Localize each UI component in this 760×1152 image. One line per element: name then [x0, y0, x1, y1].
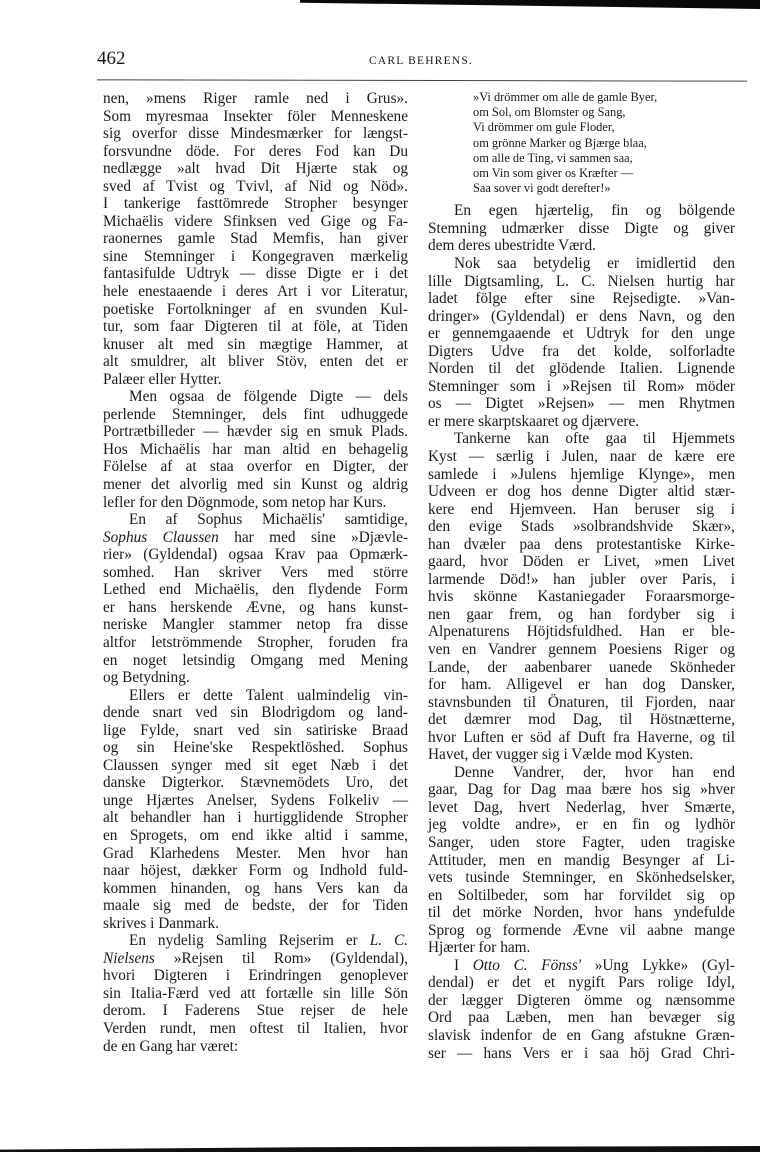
page-number: 462 [97, 48, 126, 69]
running-head: CARL BEHRENS. [369, 55, 473, 67]
text-line: I Otto C. Fönss' »Ung Lykke» (Gyl- [454, 956, 735, 974]
text-line: derom. I Faderens Stue rejser de hele [103, 1002, 408, 1020]
text-line: Palæer eller Hytter. [103, 370, 222, 388]
text-line: Norden til det glödende Italien. Lignende [428, 360, 735, 378]
text-line: der lægger Digteren ömme og nænsomme [428, 991, 735, 1009]
text-line: altfor letströmmende Stropher, foruden fra [103, 633, 408, 651]
text-line: Udveen er dog hos denne Digter altid stær- [428, 483, 735, 501]
text-line: kere end Hjemveen. Han beruser sig i [428, 500, 735, 518]
text-line: perlende Stemninger, dels fint udhuggede [103, 405, 408, 423]
text-line: er gennemgaaende et Udtryk for den unge [428, 325, 735, 343]
text-line: Stemninger som i »Rejsen til Rom» möder [428, 377, 735, 395]
text-line: dende snart ved sin Blodrigdom og land- [103, 704, 408, 722]
text-line: Tankerne kan ofte gaa til Hjemmets [454, 430, 735, 448]
text-line: nedlægge »alt hvad Dit Hjærte stak og [103, 160, 408, 178]
text-line: I tankerige fasttömrede Stropher besynger [103, 195, 408, 213]
text-line: en noget letsindig Omgang med Mening [103, 651, 408, 669]
verse-quote [428, 90, 735, 196]
text-line: gaard, hvor Döden er Livet, »men Livet [428, 553, 735, 571]
text-line: og Betydning. [103, 669, 190, 687]
text-line: rier» (Gyldendal) ogsaa Krav paa Opmærk- [103, 546, 408, 564]
header-rule [97, 79, 747, 81]
scan-border-top [300, 0, 760, 9]
text-line: dendal) er det et nygift Pars rolige Idyl, [428, 974, 735, 992]
text-line: hvori Digteren i Erindringen genoplever [103, 967, 408, 985]
text-line: og sin Heine'ske Respektlöshed. Sophus [103, 739, 408, 757]
text-line: Portrætbilleder — hævder sig en smuk Plads. [103, 423, 408, 441]
text-line: Hjærter for ham. [428, 939, 531, 957]
text-line: er hans herskende Ævne, og hans kunst- [103, 598, 408, 616]
text-line: En egen hjærtelig, fin og bölgende [454, 202, 735, 220]
text-line: til det mörke Norden, hvor hans yndefulde [428, 904, 735, 922]
text-line: Lande, der aabenbarer uanede Skönheder [428, 658, 735, 676]
text-line: kommen hinanden, og hans Vers kan da [103, 879, 408, 897]
text-line: Kyst — særlig i Julen, naar de kære ere [428, 447, 735, 465]
text-line: det dæmrer mod Dag, til Höstnætterne, [428, 711, 735, 729]
text-line: nen gaar frem, og han fordyber sig i [428, 605, 735, 623]
text-line: raonernes gamle Stad Memfis, han giver [103, 230, 408, 248]
text-line: nen, »mens Riger ramle ned i Grus». [103, 90, 408, 107]
text-line: mener det alvorlig med sin Kunst og aldrig [103, 476, 408, 494]
text-line: hele enestaaende i deres Art i vor Literatur, [103, 283, 408, 301]
text-line: larmende Död!» han jubler over Paris, i [428, 570, 735, 588]
text-line: for ham. Alligevel er han dog Dansker, [428, 676, 735, 694]
text-line: skrives i Danmark. [103, 914, 219, 932]
text-line: Denne Vandrer, der, hvor han end [454, 763, 735, 781]
text-line: Som myresmaa Insekter föler Menneskene [103, 107, 408, 125]
text-line: gaar, Dag for Dag maa bære hos sig »hver [428, 781, 735, 799]
right-column [428, 90, 735, 1062]
text-line: sine Stemninger i Kongegraven mærkelig [103, 247, 408, 265]
text-line: sin Italia-Færd ved att fortælle sin lille Sön [103, 984, 408, 1002]
text-line: samlede i »Julens hjemlige Klynge», men [428, 465, 735, 483]
text-line: lille Digtsamling, L. C. Nielsen hurtig har [428, 272, 735, 290]
verse-line: om Vin som giver os Kræfter — [473, 165, 634, 180]
text-line: Grad Klarhedens Mester. Men hvor han [103, 844, 408, 862]
text-line: Men ogsaa de fölgende Digte — dels [129, 388, 408, 406]
text-line: somhed. Han skriver Vers med större [103, 563, 408, 581]
text-line: En nydelig Samling Rejserim er L. C. [129, 932, 408, 950]
verse-line: om alle de Ting, vi sammen saa, [473, 150, 633, 165]
verse-line: om Sol, om Blomster og Sang, [473, 105, 626, 120]
text-line: Stemning udmærker disse Digte og giver [428, 219, 735, 237]
text-line: lefler for den Dögnmode, som netop har Kurs. [103, 493, 387, 511]
text-line: maale sig med de bedste, der for Tiden [103, 897, 408, 915]
text-line: lige Fylde, snart ved sin satiriske Braad [103, 721, 408, 739]
text-line: knuser alt med sin mægtige Hammer, at [103, 335, 408, 353]
text-line: den evige Stads »solbrandshvide Skær», [428, 518, 735, 536]
text-line: ser — hans Vers er i saa höj Grad Chri- [428, 1044, 735, 1062]
text-line: alt behandler han i hurtigglidende Stropher [103, 809, 408, 827]
text-line: unge Hjærtes Anelser, Sydens Folkeliv — [103, 791, 408, 809]
text-line: Attituder, men en mandig Besynger af Li- [428, 851, 735, 869]
text-line: forsvundne döde. For deres Fod kan Du [103, 142, 408, 160]
text-line: levet Dag, hvert Nederlag, hver Smærte, [428, 798, 735, 816]
text-line: ladet fölge efter sine Rejsedigte. »Van- [428, 290, 735, 308]
text-line: neriske Mangler stammer netop fra disse [103, 616, 408, 634]
left-column [103, 90, 408, 1055]
text-line: Michaëlis videre Sfinksen ved Gige og Fa- [103, 212, 408, 230]
text-line: Digters Udve fra det kolde, solforladte [428, 342, 735, 360]
text-line: Sophus Claussen har med sine »Djævle- [103, 528, 408, 546]
text-line: Claussen synger med sit eget Næb i det [103, 756, 408, 774]
text-line: Nok saa betydelig er imidlertid den [454, 254, 735, 272]
verse-line: »Vi drömmer om alle de gamle Byer, [473, 90, 658, 104]
text-line: En af Sophus Michaëlis' samtidige, [129, 511, 408, 529]
text-line: sig overfor disse Mindesmærker for længst- [103, 125, 408, 143]
verse-line: om grönne Marker og Bjærge blaa, [473, 135, 647, 150]
text-line: Nielsens »Rejsen til Rom» (Gyldendal), [103, 949, 408, 967]
right-column-prose [428, 202, 735, 1062]
text-line: de en Gang har været: [103, 1037, 239, 1055]
text-line: naar höjest, dækker Form og Indhold fuld- [103, 862, 408, 880]
text-line: Havet, der vugger sig i Vælde mod Kysten. [428, 746, 694, 764]
text-line: poetiske Fortolkninger af en svunden Kul- [103, 300, 408, 318]
text-line: tur, som faar Digteren til at föle, at Tiden [103, 318, 408, 336]
text-line: hvis skönne Kastaniegader Foraarsmorge- [428, 588, 735, 606]
text-line: Lethed end Michaëlis, den flydende Form [103, 581, 408, 599]
text-line: Fölelse af at staa overfor en Digter, der [103, 458, 408, 476]
text-line: han dvæler paa dens protestantiske Kirke- [428, 535, 735, 553]
text-line: jeg voldte andre», er en fin og lydhör [428, 816, 735, 834]
text-line: en Soltilbeder, som har forvildet sig op [428, 886, 735, 904]
text-line: Alpenaturens Höjtidsfuldhed. Han er ble- [428, 623, 735, 641]
text-line: os — Digtet »Rejsen» — men Rhytmen [428, 395, 735, 413]
text-line: Ellers er dette Talent ualmindelig vin- [129, 686, 408, 704]
page-header [97, 48, 747, 80]
text-line: slavisk indenfor de en Gang afstukne Græn- [428, 1027, 735, 1045]
text-line: en Sprogets, om end ikke altid i samme, [103, 826, 408, 844]
text-line: Hos Michaëlis har man altid en behagelig [103, 440, 408, 458]
text-line: alt smuldrer, alt bliver Stöv, enten det er [103, 353, 408, 371]
text-line: er mere skarptskaaret og djærvere. [428, 412, 640, 430]
text-line: Verden rundt, men oftest til Italien, hvor [103, 1019, 408, 1037]
text-line: dringer» (Gyldendal) er dens Navn, og den [428, 307, 735, 325]
verse-line: Vi drömmer om gule Floder, [473, 120, 615, 135]
verse-line: Saa sover vi godt derefter!» [473, 181, 611, 196]
text-line: Ord paa Læben, men han bevæger sig [428, 1009, 735, 1027]
text-line: stavnsbunden til Önaturen, til Fjorden, naar [428, 693, 735, 711]
text-line: dem deres ubestridte Værd. [428, 237, 596, 255]
text-line: vets tusinde Stemninger, en Skönhedselsker, [428, 869, 735, 887]
text-line: danske Digterkor. Stævnemödets Uro, det [103, 774, 408, 792]
text-line: fantasifulde Udtryk — disse Digte er i det [103, 265, 408, 283]
text-line: Sanger, uden store Fagter, uden tragiske [428, 834, 735, 851]
scan-border-bottom [0, 1146, 760, 1152]
text-line: hvor Luften er söd af Duft fra Haverne, og til [428, 728, 735, 746]
text-line: Sprog og formende Ævne vil aabne mange [428, 921, 735, 939]
text-line: sved af Tvist og Tvivl, af Nid og Nöd». [103, 177, 408, 195]
text-line: ven en Vandrer gennem Poesiens Riger og [428, 640, 735, 658]
